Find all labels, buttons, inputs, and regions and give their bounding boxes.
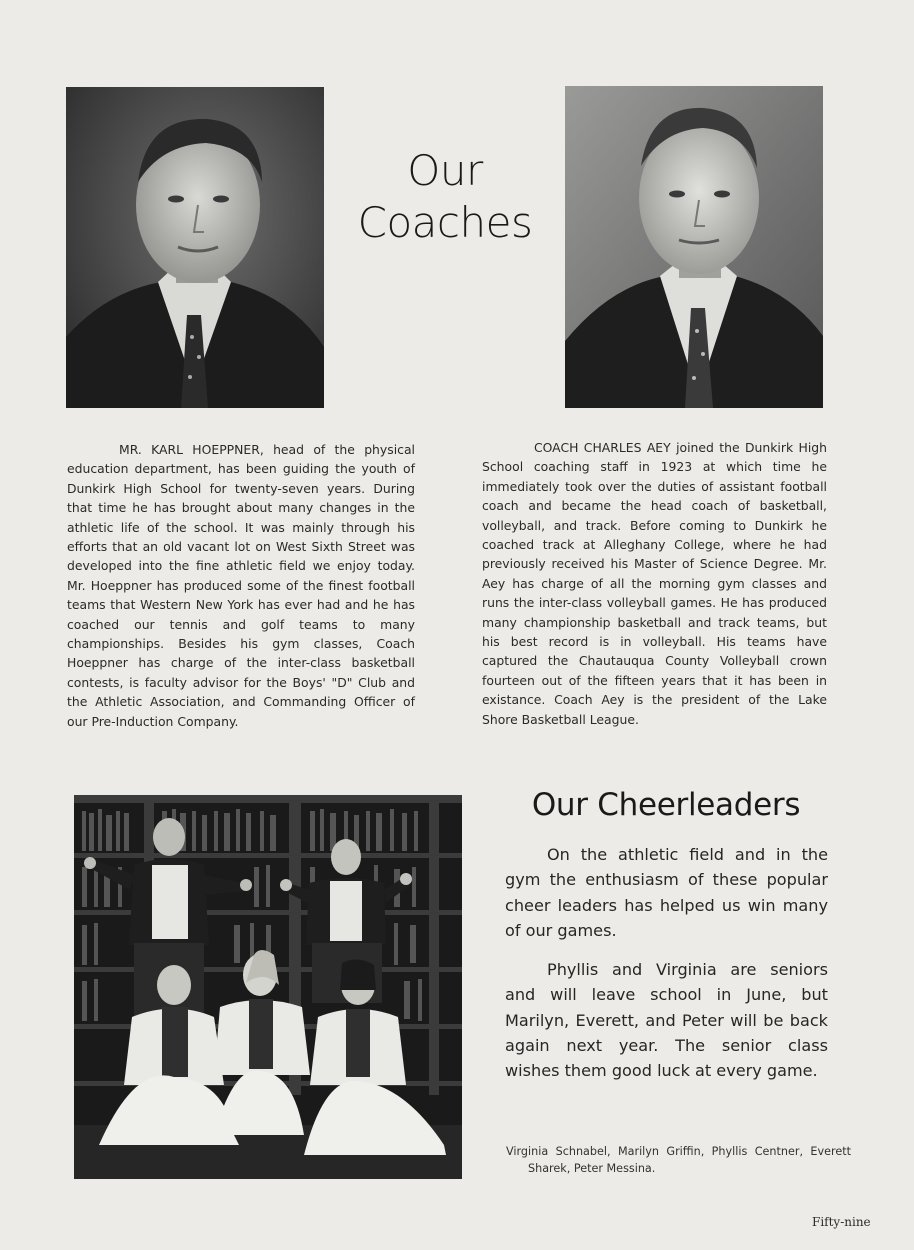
- hoeppner-portrait: [66, 87, 324, 408]
- cheerleaders-title: Our Cheerleaders: [531, 787, 801, 823]
- cheerleaders-paragraph-2: Phyllis and Virginia are seniors and will leave school in June, but Marilyn, Everett, and Peter will be back again next year. The senior class wishes them good luck at every game.: [505, 960, 828, 1081]
- aey-portrait: [565, 86, 823, 408]
- cheerleaders-caption: Virginia Schnabel, Marilyn Griffin, Phyllis Centner, Everett Sharek, Peter Messina.: [506, 1145, 851, 1175]
- cheerleaders-photo: [74, 795, 462, 1179]
- aey-bio: COACH CHARLES AEY joined the Dunkirk High School coaching staff in 1923 at which time he immediately took over the duties of assistant football coach and became the head coach of basketball, volleyball, and track. Before coming to Dunkirk he coached track at Alleghany College, where he had previously received his Master of Science Degree. Mr. Aey has charge of all the morning gym classes and runs the inter-class volleyball games. He has produced many championship basketball and track teams, but his best record is in volleyball. His teams have captured the Chautauqua County Volleyball crown fourteen out of the fifteen years that it has been in existance. Coach Aey is the president of the Lake Shore Basketball League.: [482, 440, 827, 727]
- coaches-title-line-2: Coaches: [357, 198, 533, 247]
- hoeppner-bio: MR. KARL HOEPPNER, head of the physical education department, has been guiding the youth of Dunkirk High School for twenty-seven years. During that time he has brought about many changes in the athletic life of the school. It was mainly through his efforts that an old vacant lot on West Sixth Street was developed into the fine athletic field we enjoy today. Mr. Hoeppner has produced some of the finest football teams that Western New York has ever had and he has coached our tennis and golf teams to many championships. Besides his gym classes, Coach Hoeppner has charge of the inter-class basketball contests, is faculty advisor for the Boys' "D" Club and the Athletic Association, and Commanding Officer of our Pre-Induction Company.: [67, 442, 415, 729]
- coaches-title: [355, 145, 535, 249]
- cheerleaders-paragraph-1: On the athletic field and in the gym the enthusiasm of these popular cheer leaders has helped us win many of our games.: [505, 845, 828, 940]
- coaches-title-line-1: Our: [407, 146, 483, 195]
- page-number: Fifty-nine: [812, 1215, 871, 1229]
